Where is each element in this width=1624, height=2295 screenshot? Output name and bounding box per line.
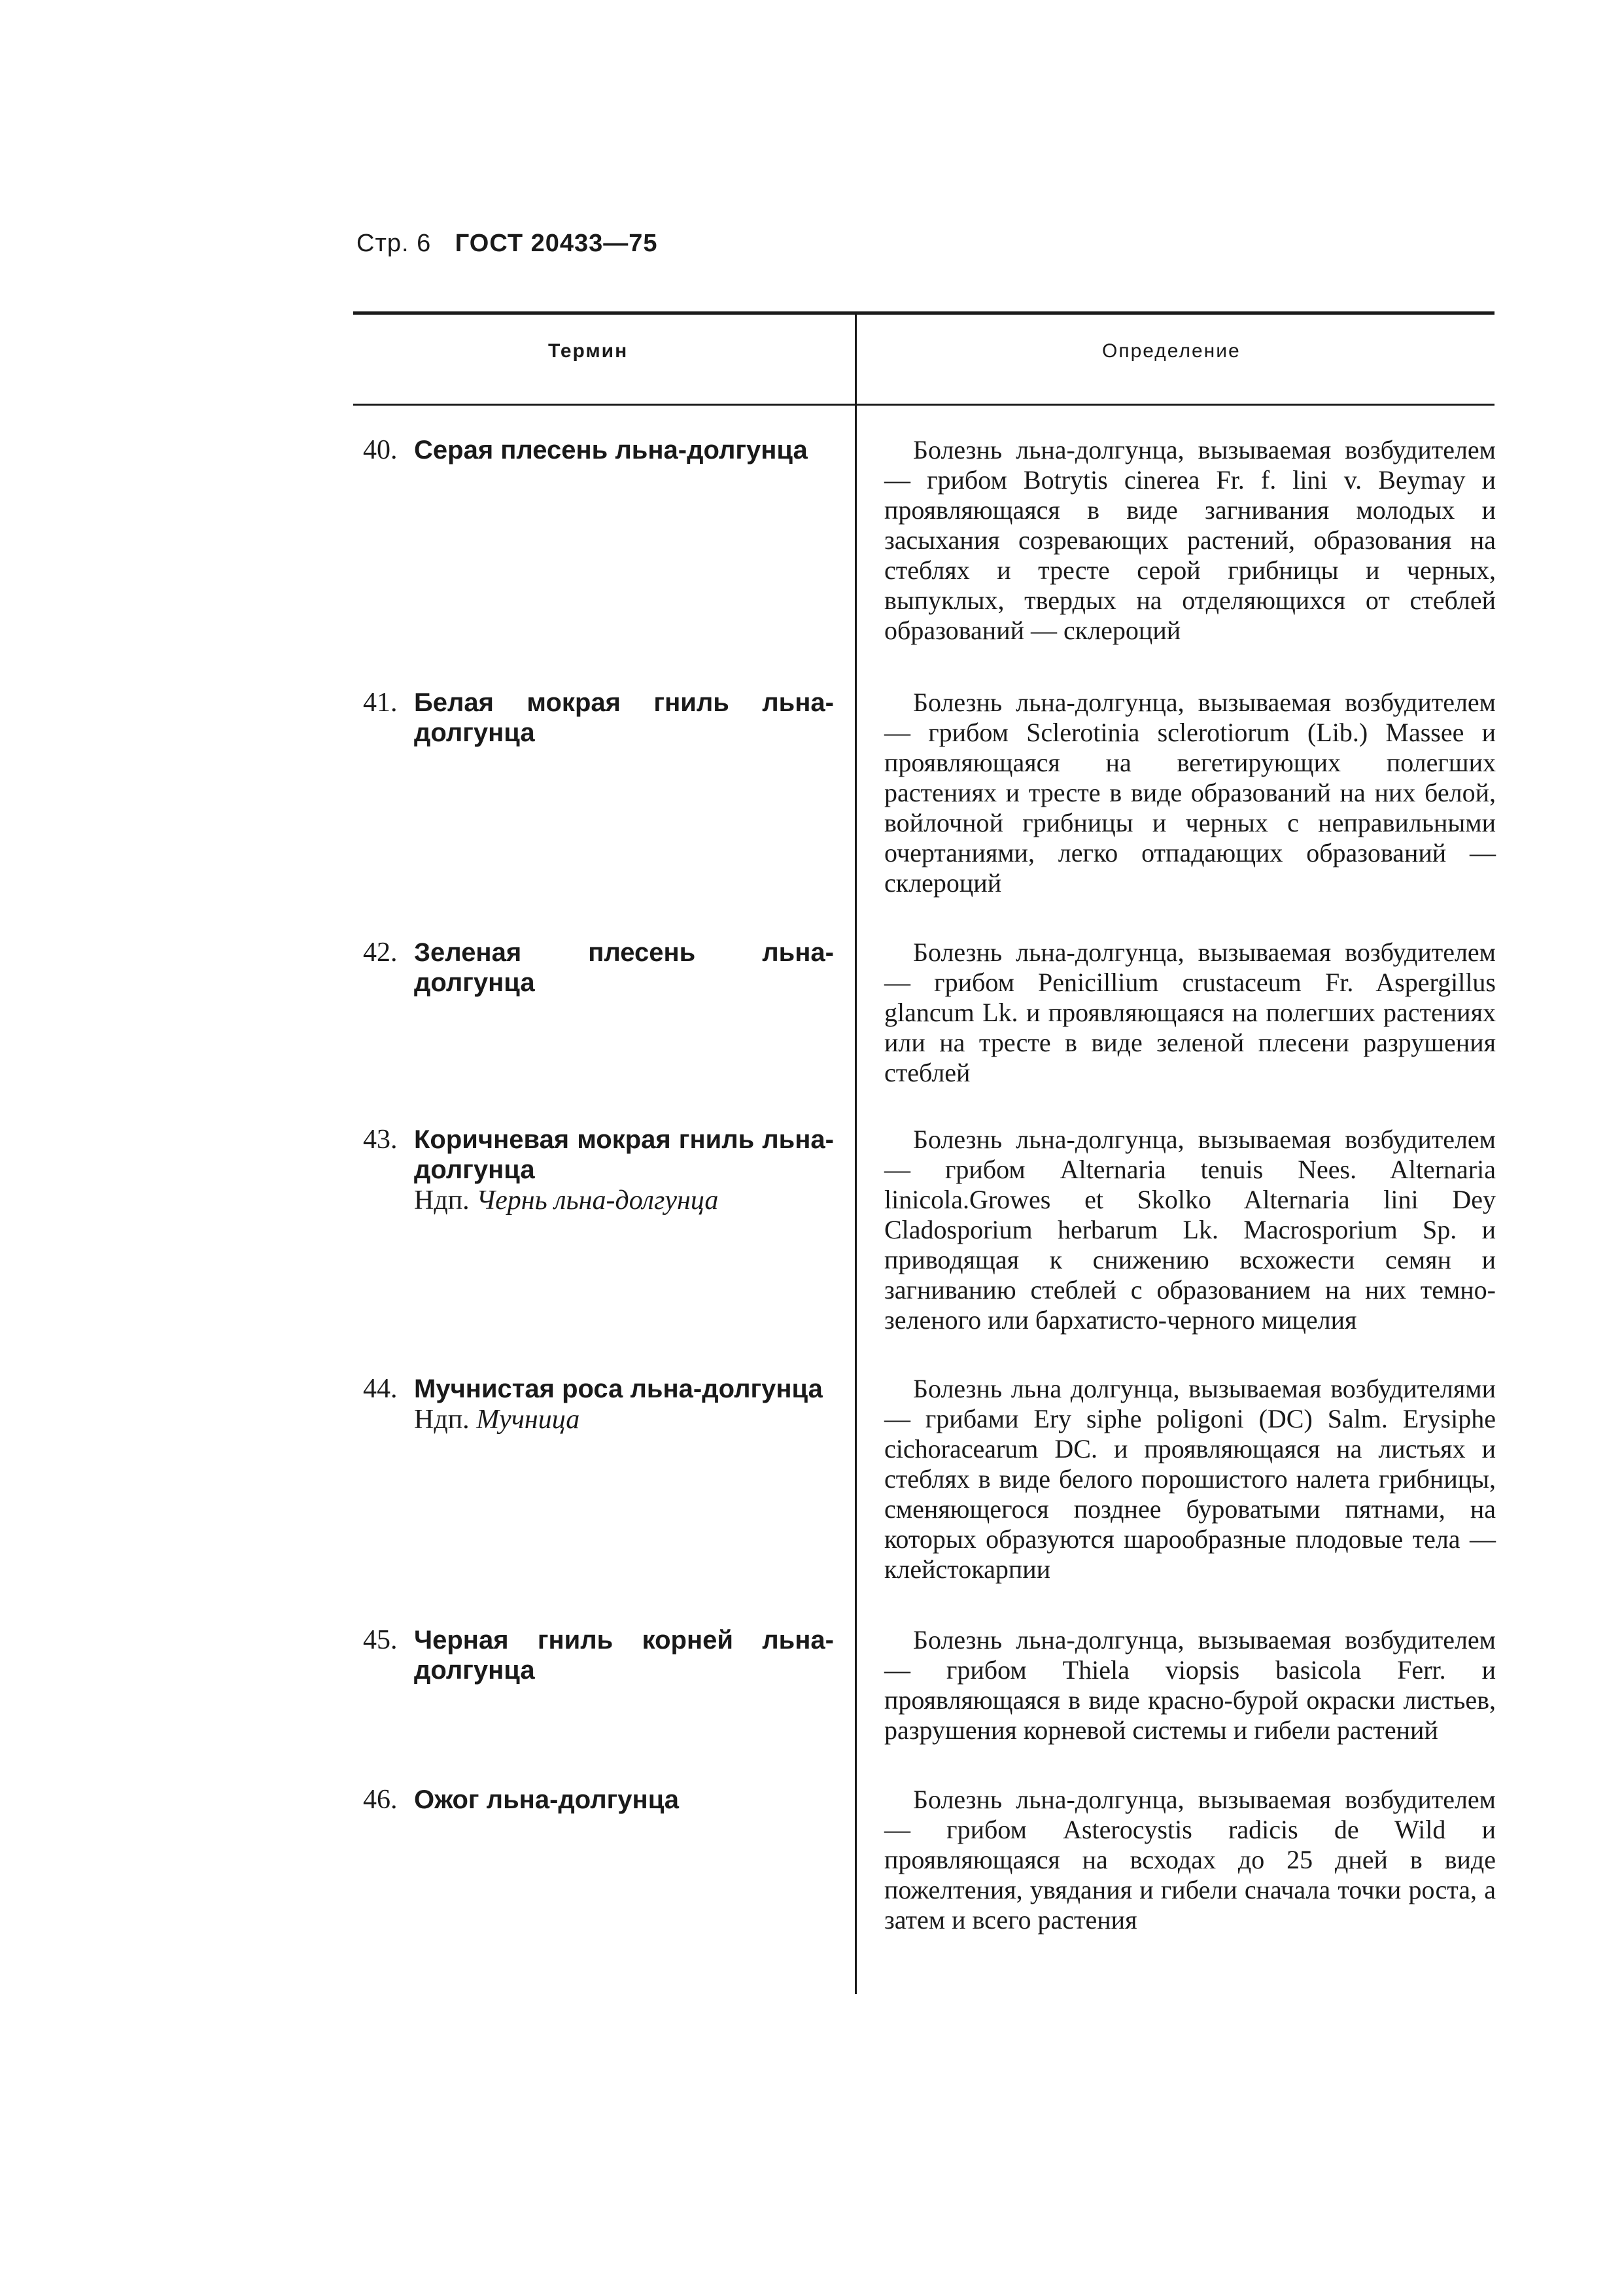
term-cell	[363, 1785, 834, 1815]
term-number: 41.	[363, 688, 398, 718]
term-text: Черная гниль корней льна-долгунца	[414, 1626, 834, 1685]
deprecated-term-text: Чернь льна-долгунца	[476, 1185, 719, 1216]
term-number: 44.	[363, 1374, 398, 1404]
term-text: Ожог льна-долгунца	[414, 1785, 680, 1814]
deprecated-label: Ндп.	[414, 1405, 470, 1435]
term-number: 40.	[363, 435, 398, 465]
term-text: Зеленая плесень льна-долгунца	[414, 938, 834, 997]
definition-text: Болезнь льна-долгунца, вызываемая возбудителем — грибом Penicillium crustaceum Fr. Aspergillus glancum Lk. и проявляющаяся на полегших растениях или на тресте в виде зеленой плесени разрушения стеблей	[884, 937, 1496, 1087]
term-number: 46.	[363, 1785, 398, 1815]
page-header	[356, 229, 658, 258]
definition-text: Болезнь льна-долгунца, вызываемая возбудителем — грибом Asterocystis radicis de Wild и проявляющаяся на всходах до 25 дней в виде пожелтения, увядания и гибели сначала точки роста, а затем и всего растения	[884, 1785, 1496, 1935]
term-text: Белая мокрая гниль льна-долгунца	[414, 688, 834, 747]
column-header-term: Термин	[548, 340, 629, 362]
term-text: Коричневая мокрая гниль льна-долгунца	[414, 1125, 834, 1184]
term-cell	[363, 1374, 834, 1435]
column-divider	[855, 313, 857, 1994]
definition-text: Болезнь льна-долгунца, вызываемая возбудителем — грибом Botrytis cinerea Fr. f. lini v. Beymay и проявляющаяся в виде загнивания молодых и засыхания созревающих растений, образования на стеблях и тресте серой грибницы и черных, выпуклых, твердых на отделяющихся от стеблей образований — склероций	[884, 435, 1496, 645]
table-header-rule	[353, 404, 1494, 406]
term-cell	[363, 937, 834, 998]
standard-code: ГОСТ 20433—75	[455, 230, 658, 257]
term-text: Мучнистая роса льна-долгунца	[414, 1375, 823, 1403]
deprecated-term	[414, 1404, 834, 1435]
definition-text: Болезнь льна-долгунца, вызываемая возбудителем — грибом Alternaria tenuis Nees. Alternaria linicola.Growes et Skolko Alternaria lini Dey Cladosporium herbarum Lk. Macrosporium Sp. и приводящая к снижению всхожести семян и загниванию стеблей с образованием на них темно-зеленого или бархатисто-черного мицелия	[884, 1125, 1496, 1335]
definition-text: Болезнь льна-долгунца, вызываемая возбудителем — грибом Sclerotinia sclerotiorum (Lib.) Massee и проявляющаяся на вегетирующих полегших растениях и тресте в виде образований на них белой, войлочной грибницы и черных с неправильными очертаниями, легко отпадающих образований — склероций	[884, 688, 1496, 898]
term-cell	[363, 688, 834, 748]
term-number: 45.	[363, 1625, 398, 1655]
column-header-definition: Определение	[1102, 340, 1241, 362]
term-number: 43.	[363, 1125, 398, 1155]
definition-text: Болезнь льна долгунца, вызываемая возбудителями — грибами Ery siphe poligoni (DC) Salm. Erysiphe cichoracearum DC. и проявляющаяся на листьях и стеблях в виде белого порошистого налета грибницы, сменяющегося позднее буроватыми пятнами, на которых образуются шарообразные плодовые тела — клейстокарпии	[884, 1374, 1496, 1584]
deprecated-term-text: Мучница	[476, 1405, 580, 1435]
term-cell	[363, 435, 834, 465]
deprecated-term	[414, 1185, 834, 1216]
deprecated-label: Ндп.	[414, 1185, 470, 1216]
term-cell	[363, 1625, 834, 1685]
term-number: 42.	[363, 937, 398, 968]
term-text: Серая плесень льна-долгунца	[414, 436, 808, 464]
term-cell	[363, 1125, 834, 1216]
page-number: Стр. 6	[356, 230, 432, 257]
table-top-rule	[353, 311, 1494, 315]
definition-text: Болезнь льна-долгунца, вызываемая возбудителем — грибом Thiela viopsis basicola Ferr. и проявляющаяся в виде красно-бурой окраски листьев, разрушения корневой системы и гибели растений	[884, 1625, 1496, 1745]
